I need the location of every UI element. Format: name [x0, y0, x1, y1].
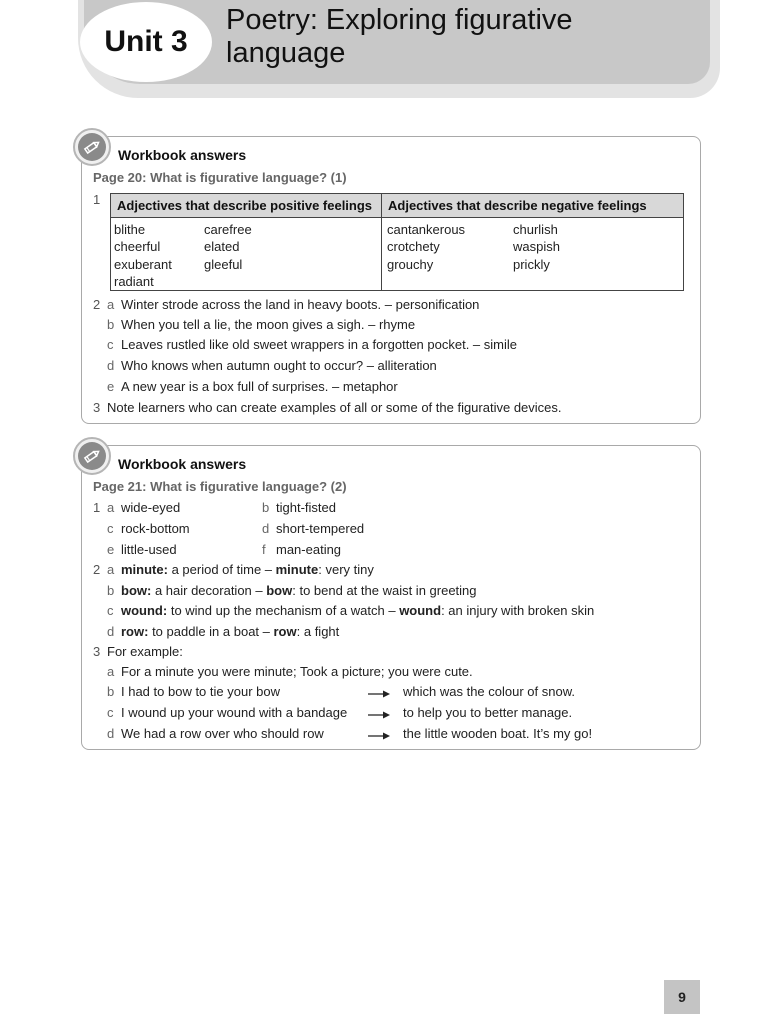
answer-letter: d — [107, 358, 115, 373]
answer-text: wide-eyed — [121, 500, 181, 515]
answer-letter: d — [107, 726, 115, 741]
answer-letter: c — [107, 603, 114, 618]
pencil-badge — [73, 437, 111, 475]
answer-letter: c — [107, 337, 114, 352]
answer-letter: a — [107, 562, 115, 577]
adjectives-table — [110, 193, 684, 291]
table-cell: carefree — [204, 222, 252, 237]
table-cell: cantankerous — [387, 222, 466, 237]
question-number: 2 — [93, 562, 101, 577]
answer-letter: e — [107, 379, 115, 394]
table-header-negative: Adjectives that describe negative feelings — [388, 198, 647, 213]
answer-text: little-used — [121, 542, 177, 557]
table-header-positive: Adjectives that describe positive feelings — [117, 198, 373, 213]
table-cell: radiant — [114, 274, 154, 289]
table-cell: churlish — [513, 222, 558, 237]
workbook-answers-box-2 — [81, 445, 701, 750]
answer-text: Leaves rustled like old sweet wrappers in a forgotten pocket. – simile — [121, 337, 517, 352]
pencil-badge — [73, 128, 111, 166]
answer-text: We had a row over who should row — [121, 726, 324, 741]
page-number: 9 — [664, 980, 700, 1014]
answer-letter: a — [107, 297, 115, 312]
question-number: 3 — [93, 400, 101, 415]
page-reference: Page 21: What is figurative language? (2) — [93, 479, 347, 494]
answer-letter: c — [107, 521, 114, 536]
page-reference: Page 20: What is figurative language? (1) — [93, 170, 347, 185]
answer-letter: d — [107, 624, 115, 639]
answer-letter: b — [107, 583, 115, 598]
pencil-icon — [82, 137, 102, 157]
answer-text: wound: to wind up the mechanism of a watch – wound: an injury with broken skin — [121, 603, 595, 618]
answer-text: Note learners who can create examples of all or some of the figurative devices. — [107, 400, 562, 415]
answer-text: short-tempered — [276, 521, 365, 536]
answer-letter: d — [262, 521, 270, 536]
table-divider — [381, 194, 382, 290]
answer-text: I wound up your wound with a bandage — [121, 705, 348, 720]
box-heading: Workbook answers — [118, 456, 247, 472]
answer-letter: f — [262, 542, 266, 557]
answer-letter: a — [107, 500, 115, 515]
answer-text: Who knows when autumn ought to occur? – alliteration — [121, 358, 437, 373]
unit-label: Unit 3 — [80, 2, 212, 82]
question-number: 1 — [93, 500, 101, 515]
answer-text: tight-fisted — [276, 500, 336, 515]
question-number: 2 — [93, 297, 101, 312]
answer-text: man-eating — [276, 542, 342, 557]
table-cell: grouchy — [387, 257, 434, 272]
table-cell: elated — [204, 239, 240, 254]
answer-text: I had to bow to tie your bow — [121, 684, 280, 699]
answer-text: to help you to better manage. — [403, 705, 573, 720]
answer-text: A new year is a box full of surprises. – metaphor — [121, 379, 398, 394]
answer-text: bow: a hair decoration – bow: to bend at the waist in greeting — [121, 583, 477, 598]
answer-text: the little wooden boat. It’s my go! — [403, 726, 593, 741]
answer-text: Winter strode across the land in heavy boots. – personification — [121, 297, 480, 312]
table-cell: waspish — [513, 239, 560, 254]
table-cell: cheerful — [114, 239, 161, 254]
page-title: Poetry: Exploring figurative language — [226, 4, 573, 69]
arrow-right-icon — [367, 689, 391, 699]
answer-text: rock-bottom — [121, 521, 190, 536]
answer-text: which was the colour of snow. — [403, 684, 575, 699]
answer-letter: a — [107, 664, 115, 679]
answer-letter: b — [262, 500, 270, 515]
answer-text: For a minute you were minute; Took a picture; you were cute. — [121, 664, 473, 679]
answer-text: row: to paddle in a boat – row: a fight — [121, 624, 340, 639]
table-cell: gleeful — [204, 257, 243, 272]
answer-text: minute: a period of time – minute: very tiny — [121, 562, 374, 577]
answer-text: When you tell a lie, the moon gives a sigh. – rhyme — [121, 317, 416, 332]
answer-letter: e — [107, 542, 115, 557]
arrow-right-icon — [367, 731, 391, 741]
table-cell: exuberant — [114, 257, 172, 272]
answer-letter: b — [107, 317, 115, 332]
table-cell: prickly — [513, 257, 550, 272]
arrow-right-icon — [367, 710, 391, 720]
question-number: 3 — [93, 644, 101, 659]
question-number: 1 — [93, 192, 101, 207]
table-cell: blithe — [114, 222, 146, 237]
workbook-answers-box-1 — [81, 136, 701, 424]
pencil-icon — [82, 446, 102, 466]
answer-letter: c — [107, 705, 114, 720]
answer-letter: b — [107, 684, 115, 699]
answer-text: For example: — [107, 644, 183, 659]
box-heading: Workbook answers — [118, 147, 247, 163]
table-cell: crotchety — [387, 239, 440, 254]
